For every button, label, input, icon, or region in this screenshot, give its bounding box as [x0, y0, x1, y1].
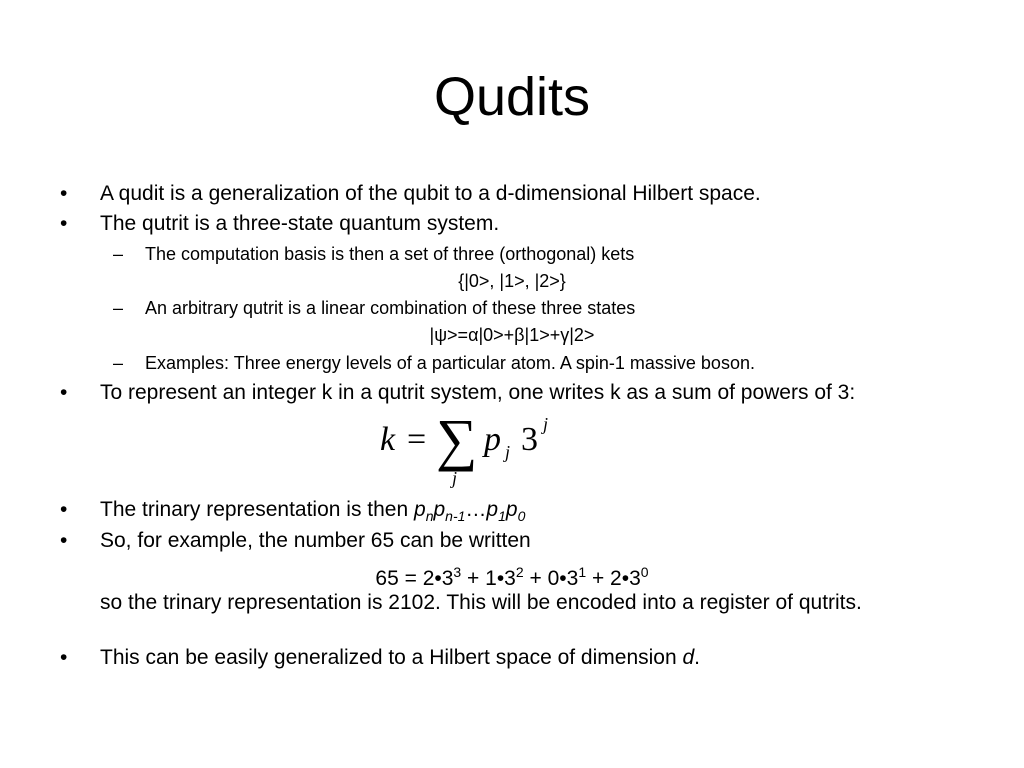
bullet-symbol: • — [60, 182, 68, 205]
slide-title: Qudits — [433, 67, 591, 127]
formula-equals: = — [407, 421, 427, 458]
bullet-symbol: • — [60, 212, 68, 235]
example-65-equation: $65 = 2•3^3$ + $1•3^2$ + $0•3^1$ + $2•3^0$ — [375, 564, 649, 590]
bullet-symbol: • — [60, 381, 68, 404]
example-continuation: so the trinary representation is 2102. This will be encoded into a register of qutrits. — [100, 591, 862, 614]
dash-symbol: – — [113, 298, 124, 318]
formula-sum-index: j — [452, 468, 458, 488]
dash-symbol: – — [113, 244, 124, 264]
formula-base: 3 — [521, 421, 538, 458]
bullet-text: So, for example, the number 65 can be written — [100, 529, 531, 552]
bullet-text: A qudit is a generalization of the qubit to a d-dimensional Hilbert space. — [100, 182, 761, 205]
qutrit-state-equation: |ψ>=α|0>+β|1>+γ|2> — [429, 325, 595, 345]
formula-sigma: ∑ — [436, 407, 478, 472]
bullet-symbol: • — [60, 646, 68, 669]
subbullet-text: An arbitrary qutrit is a linear combination of these three states — [145, 298, 636, 318]
formula-p: p — [484, 421, 501, 458]
bullet-text: The trinary representation is then $p_np_{n-1}\dots p_1p_0$ — [100, 498, 526, 525]
subbullet-text: Examples: Three energy levels of a particular atom. A spin-1 massive boson. — [145, 353, 755, 373]
subbullet-text: The computation basis is then a set of three (orthogonal) kets — [145, 244, 635, 264]
bullet-text: This can be easily generalized to a Hilbert space of dimension d. — [100, 646, 701, 669]
formula-p-subscript: j — [505, 442, 511, 462]
formula-k: k — [380, 421, 396, 458]
basis-kets: {|0>, |1>, |2>} — [458, 271, 566, 291]
bullet-symbol: • — [60, 529, 68, 552]
bullet-text: The qutrit is a three-state quantum system. — [100, 212, 500, 235]
formula-exponent: j — [543, 414, 549, 434]
dash-symbol: – — [113, 353, 124, 373]
bullet-text: To represent an integer k in a qutrit system, one writes k as a sum of powers of 3: — [100, 381, 856, 404]
sum-formula — [380, 407, 580, 500]
bullet-symbol: • — [60, 498, 68, 521]
